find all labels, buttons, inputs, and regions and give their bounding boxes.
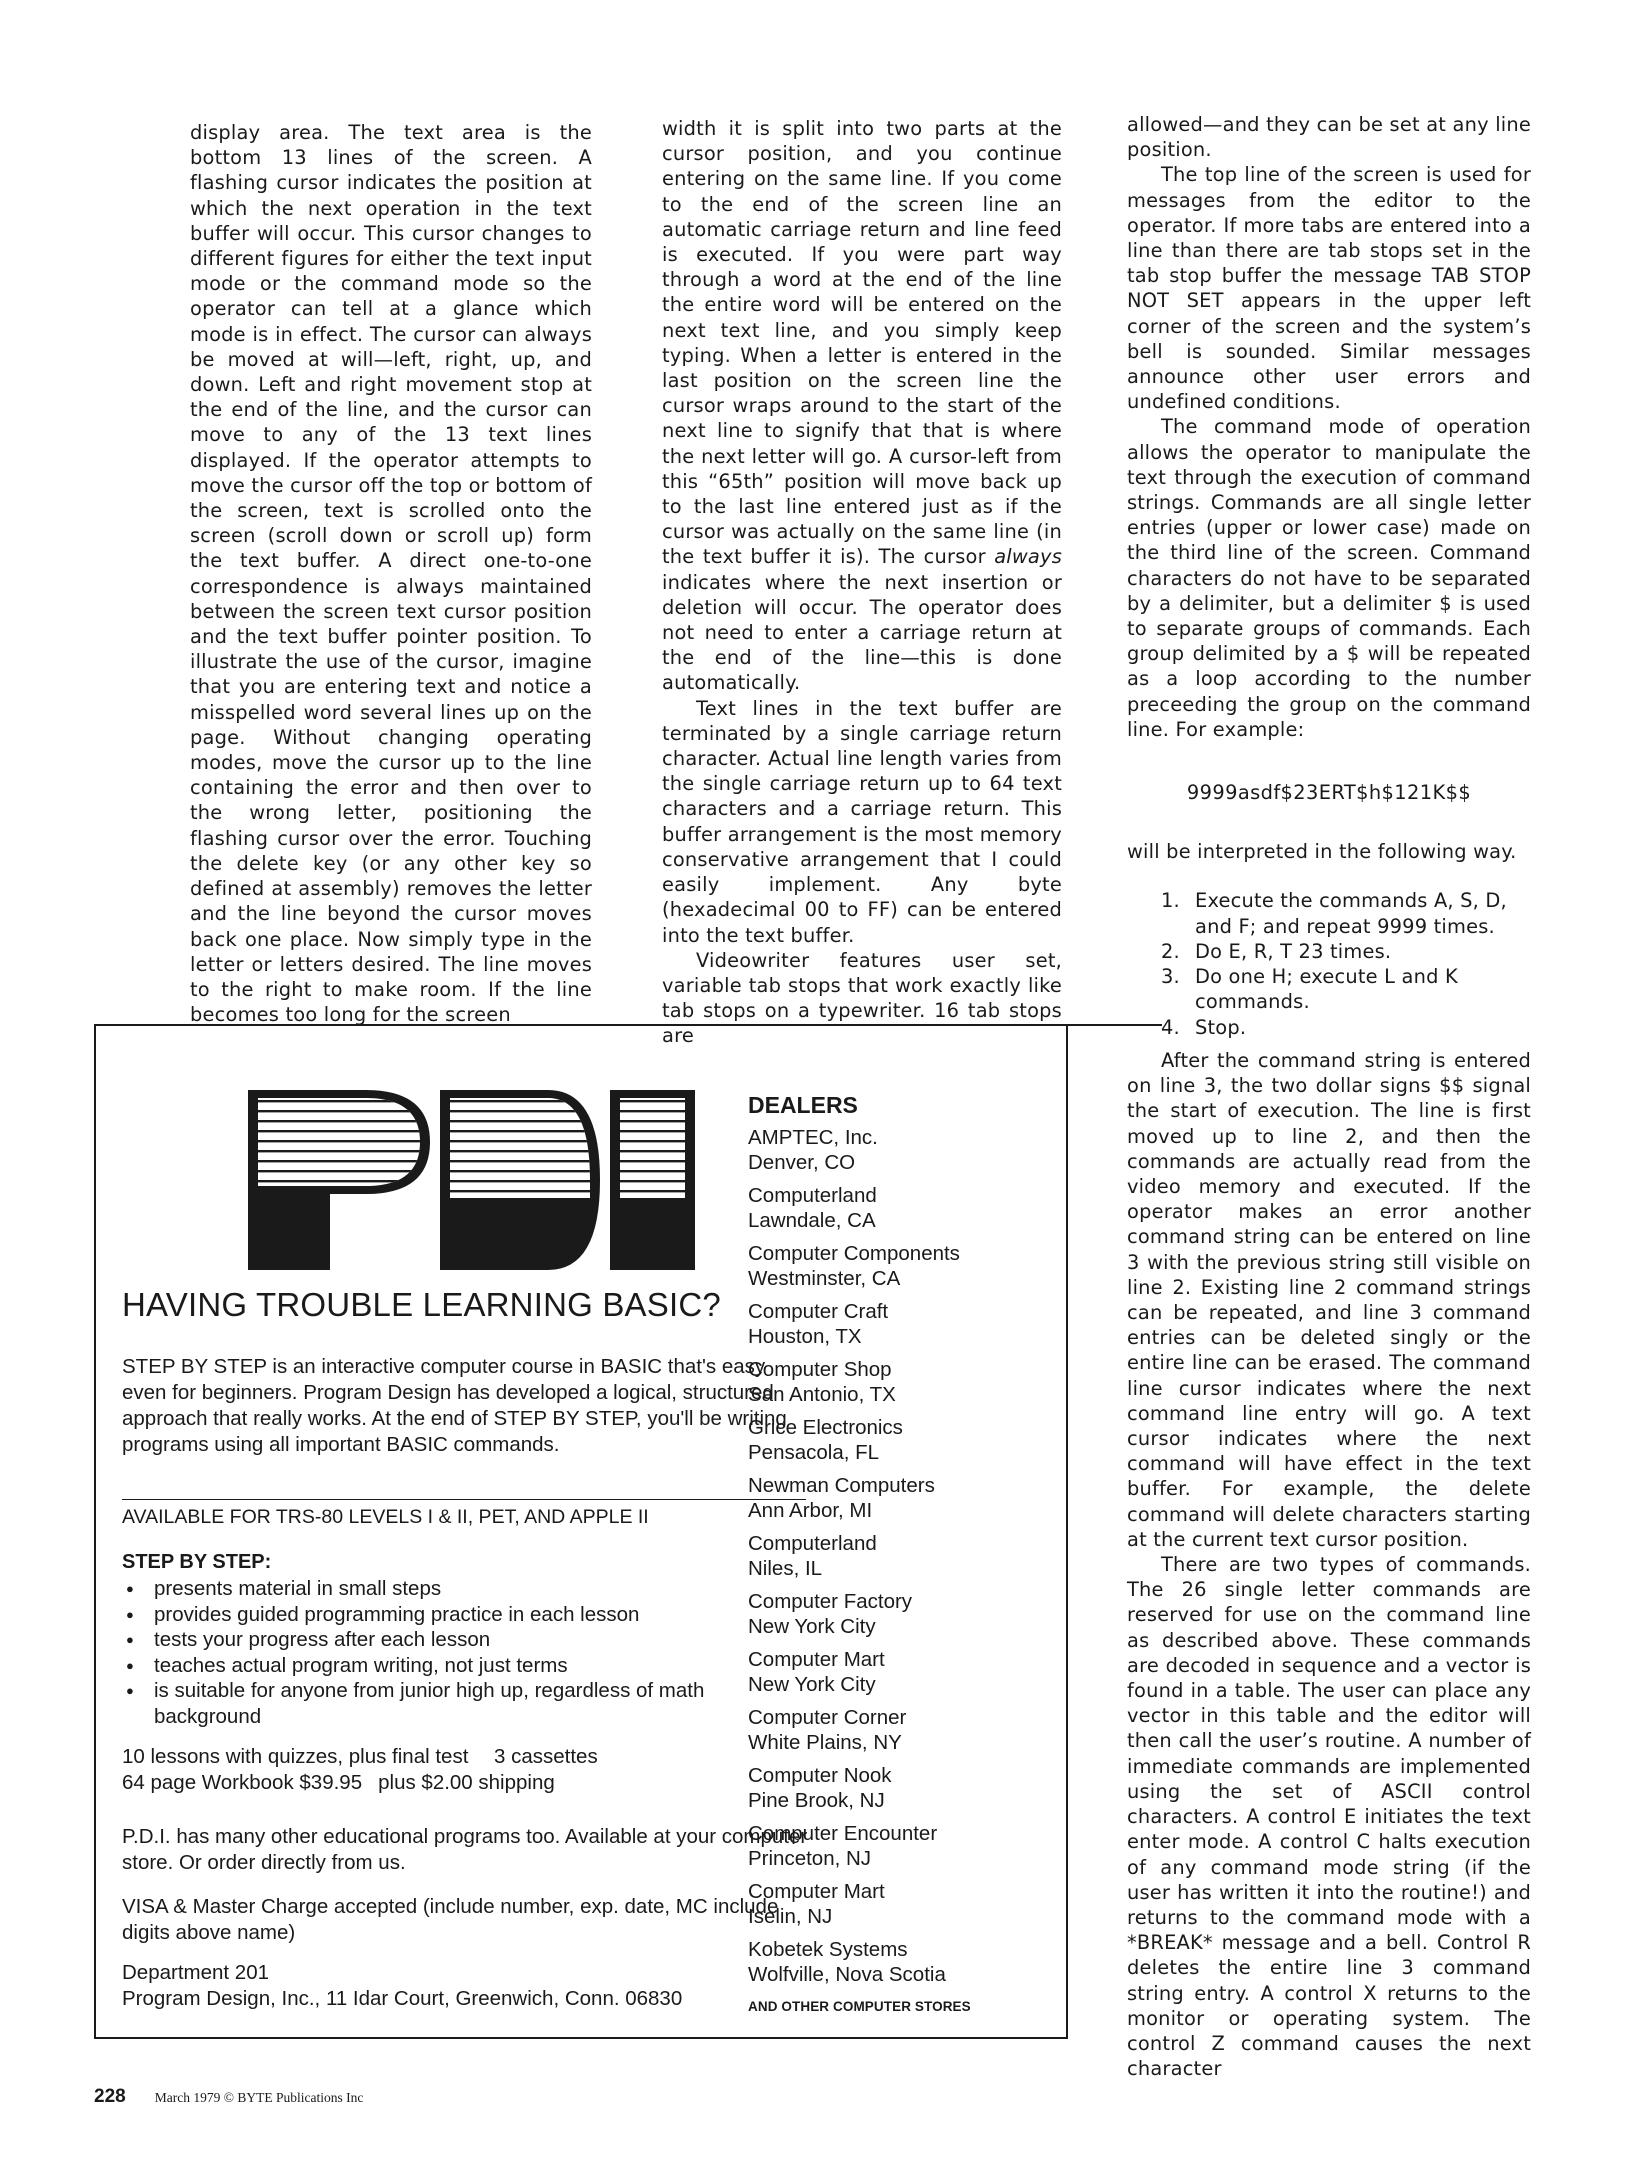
article-paragraph: Videowriter features user set, variable tab stops that work exactly like tab stops on a typewriter. 16 tab stops are <box>662 948 1062 1048</box>
article-paragraph: After the command string is entered on line 3, the two dollar signs $$ signal the start of execution. The line is first moved up to line 2, and then the commands are actually read from the video memory and executed. If the operator makes an error another command string can be entered on line 3 with the previous string still visible on line 2. Existing line 2 command strings can be repeated, and line 3 command entries can be deleted singly or the entire line can be erased. The command line cursor indicates where the next command line entry will go. A text cursor indicates where the next command will have effect in the text buffer. For example, the delete command will delete characters starting at the current text cursor position. <box>1127 1049 1531 1551</box>
pricing-item: plus $2.00 shipping <box>378 1771 555 1794</box>
ad-intro: STEP BY STEP is an interactive computer course in BASIC that's easy even for beginners. Program Design has developed a logical, structured approach that really works. At the end of STEP BY STEP, you'll be writing programs using all important BASIC commands. <box>122 1355 787 1456</box>
article-column-3-continued <box>1127 1048 1531 2081</box>
pdi-advertisement <box>94 1024 1068 2039</box>
dealer-entry: Computer Nook Pine Brook, NJ <box>748 1764 892 1812</box>
pdi-logo-icon <box>248 1090 695 1270</box>
emphasis-word: always <box>994 545 1062 569</box>
dealer-entry: Computer Encounter Princeton, NJ <box>748 1822 938 1870</box>
dealer-entry: AMPTEC, Inc. Denver, CO <box>748 1126 878 1174</box>
dealers-footer: AND OTHER COMPUTER STORES <box>748 1999 971 2014</box>
list-item: 2. Do E, R, T 23 times. <box>1161 939 1392 963</box>
article-paragraph: display area. The text area is the bottom 13 lines of the screen. A flashing cursor indicates the position at which the next operation in the text buffer will occur. This cursor changes to different figures for either the text input mode or the command mode so the operator can tell at a glance which mode is in effect. The cursor can always be moved at will—left, right, up, and down. Left and right movement stop at the end of the line, and the cursor can move to any of the 13 text lines displayed. If the operator attempts to move the cursor off the top or bottom of the screen, text is scrolled onto the screen (scroll down or scroll up) form the text buffer. A direct one-to-one correspondence is always maintained between the screen text cursor position and the text buffer pointer position. To illustrate the use of the cursor, imagine that you are entering text and notice a misspelled word several lines up on the page. Without changing operating modes, move the cursor up to the line containing the error and then over to the wrong letter, positioning the flashing cursor over the error. Touching the delete key (or any other key so defined at assembly) removes the letter and the line beyond the cursor moves back one place. Now simply type in the letter or letters desired. The line moves to the right to make room. If the line becomes too long for the screen <box>190 121 592 1027</box>
dealer-entry: Computer Factory New York City <box>748 1590 913 1638</box>
dealer-entry: Kobetek Systems Wolfville, Nova Scotia <box>748 1938 946 1986</box>
article-paragraph: width it is split into two parts at the cursor position, and you continue entering on the same line. If you come to the end of the screen line an automatic carriage return and line feed is executed. If you were part way through a word at the end of the line the entire word will be entered on the next text line, and you simply keep typing. When a letter is entered in the last position on the screen line the cursor wraps around to the start of the next line to signify that that is where the next letter will go. A cursor-left from this “65th” position will move back up to the last line entered just as if the cursor was actually on the same line (in the text buffer it is). The cursor always indicates where the next insertion or deletion will occur. The operator does not need to enter a carriage return at the end of the line—this is done automatically. <box>662 117 1062 695</box>
dealer-entry: Computerland Lawndale, CA <box>748 1184 877 1232</box>
article-paragraph: Text lines in the text buffer are terminated by a single carriage return character. Actual line length varies from the single carriage return up to 64 text characters and a carriage return. This buffer arrangement is the most memory conservative arrangement that I could easily implement. Any byte (hexadecimal 00 to FF) can be entered into the text buffer. <box>662 696 1062 947</box>
dealers-title: DEALERS <box>748 1092 858 1118</box>
article-paragraph: will be interpreted in the following way. <box>1127 840 1517 864</box>
address-block <box>122 1960 682 2012</box>
department: Department 201 <box>122 1961 270 1984</box>
command-steps-list <box>1127 888 1531 1039</box>
dealer-entry: Computer Mart Iselin, NJ <box>748 1880 885 1928</box>
article-column-1 <box>190 120 592 1027</box>
dealer-entry: Grice Electronics Pensacola, FL <box>748 1416 903 1464</box>
dealer-entry: Computer Craft Houston, TX <box>748 1300 889 1348</box>
article-paragraph: There are two types of commands. The 26 single letter commands are reserved for use on the command line as described above. These commands are decoded in sequence and a vector is found in a table. The user can place any vector in this table and the editor will then call the user’s routine. A number of immediate commands are implemented using the set of ASCII control characters. A control E initiates the text enter mode. A control C halts execution of any command mode string (if the user has written it into the routine!) and returns to the command mode with a *BREAK* message and a bell. Control R deletes the entire line 3 command string entry. A control X returns to the monitor or operating system. The control Z command causes the next character <box>1127 1553 1531 2081</box>
payment-note: VISA & Master Charge accepted (include number, exp. date, MC include digits above name) <box>122 1895 779 1944</box>
pricing-item: 10 lessons with quizzes, plus final test <box>122 1745 469 1768</box>
address: Program Design, Inc., 11 Idar Court, Greenwich, Conn. 06830 <box>122 1987 683 2010</box>
dealer-entry: Computer Components Westminster, CA <box>748 1242 960 1290</box>
list-item: ● teaches actual program writing, not just terms <box>122 1653 812 1679</box>
list-item: ● is suitable for anyone from junior high up, regardless of math background <box>122 1678 812 1729</box>
list-item: 4. Stop. <box>1161 1015 1247 1039</box>
dealers-list <box>748 1092 1058 2014</box>
article-column-2 <box>662 116 1062 1049</box>
publication-line: March 1979 © BYTE Publications Inc <box>154 2090 364 2105</box>
divider <box>122 1499 806 1500</box>
list-item: ● presents material in small steps <box>122 1576 812 1602</box>
dealer-entry: Computer Corner White Plains, NY <box>748 1706 907 1754</box>
dealer-entry: Computerland Niles, IL <box>748 1532 877 1580</box>
features-list <box>122 1576 812 1729</box>
list-item: 3. Do one H; execute L and K commands. <box>1161 965 1458 1014</box>
pdi-note: P.D.I. has many other educational programs too. Available at your computer store. Or order directly from us. <box>122 1825 808 1874</box>
page-footer <box>94 2086 363 2108</box>
dealer-entry: Computer Shop San Antonio, TX <box>748 1358 896 1406</box>
article-column-3 <box>1127 112 1531 1040</box>
article-paragraph: The command mode of operation allows the operator to manipulate the text through the execution of command strings. Commands are all single letter entries (upper or lower case) made on the third line of the screen. Command characters do not have to be separated by a delimiter, but a delimiter $ is used to separate groups of commands. Each group delimited by a $ will be repeated as a loop according to the number preceeding the group on the command line. For example: <box>1127 415 1531 741</box>
availability-line: AVAILABLE FOR TRS-80 LEVELS I & II, PET, AND APPLE II <box>122 1506 649 1528</box>
article-paragraph: The top line of the screen is used for messages from the editor to the operator. If more tabs are entered into a line than there are tab stops set in the tab stop buffer the message TAB STOP NOT SET appears in the upper left corner of the screen and the system’s bell is sounded. Similar messages announce other user errors and undefined conditions. <box>1127 163 1531 414</box>
pricing-item: 3 cassettes <box>494 1745 598 1768</box>
list-item: ● provides guided programming practice in each lesson <box>122 1602 812 1628</box>
command-example: 9999asdf$23ERT$h$121K$$ <box>1186 781 1472 805</box>
pricing-block <box>122 1744 598 1796</box>
list-item: 1. Execute the commands A, S, D, and F; and repeat 9999 times. <box>1161 889 1507 938</box>
dealer-entry: Newman Computers Ann Arbor, MI <box>748 1474 935 1522</box>
article-paragraph: allowed—and they can be set at any line position. <box>1127 113 1531 162</box>
list-item: ● tests your progress after each lesson <box>122 1627 812 1653</box>
page-number: 228 <box>94 2086 126 2107</box>
features-heading: STEP BY STEP: <box>122 1551 272 1573</box>
ad-headline: HAVING TROUBLE LEARNING BASIC? <box>122 1286 721 1323</box>
pricing-item: 64 page Workbook $39.95 <box>122 1771 363 1794</box>
dealer-entry: Computer Mart New York City <box>748 1648 885 1696</box>
